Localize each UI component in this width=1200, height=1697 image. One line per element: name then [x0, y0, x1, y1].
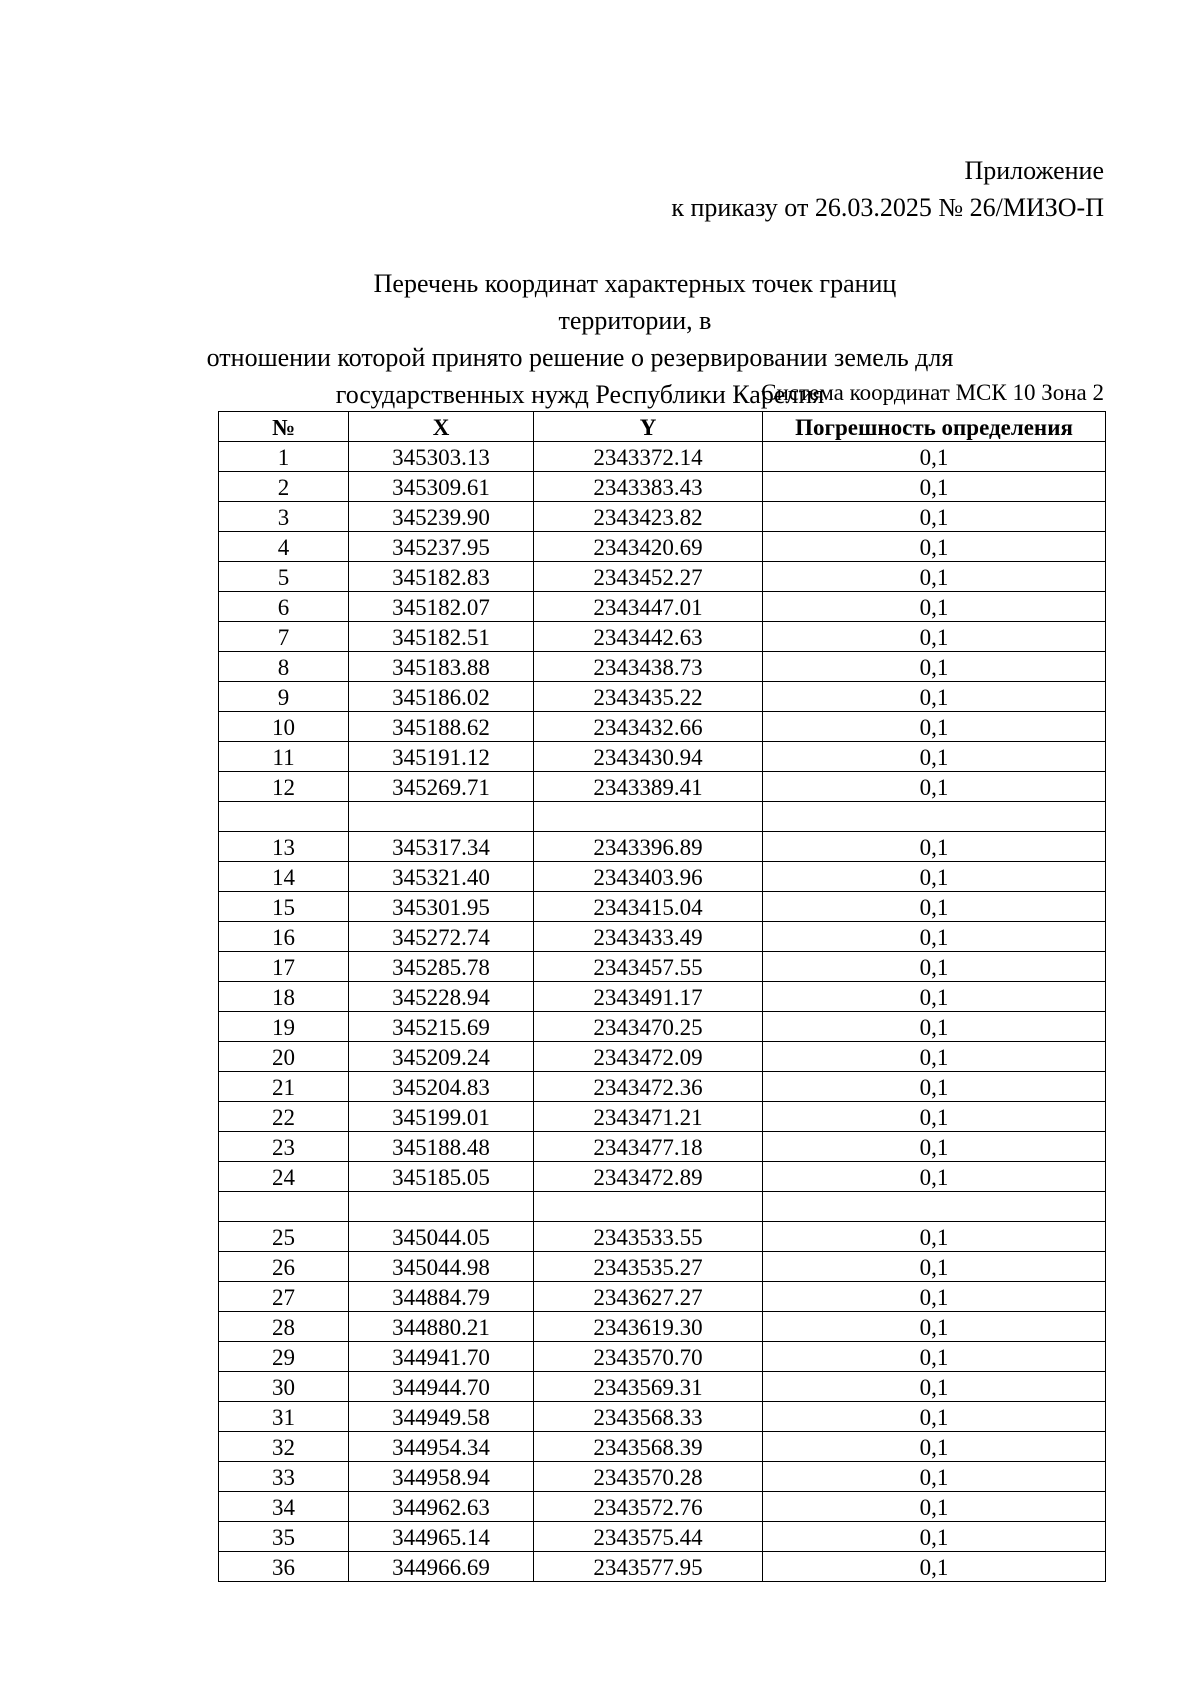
cell-error: 0,1: [763, 1552, 1106, 1582]
cell-error: 0,1: [763, 652, 1106, 682]
cell-y: 2343403.96: [534, 862, 763, 892]
cell-x: 345188.62: [349, 712, 534, 742]
cell-number: 29: [219, 1342, 349, 1372]
cell-x: 345044.98: [349, 1252, 534, 1282]
cell-y: 2343396.89: [534, 832, 763, 862]
cell-number: 7: [219, 622, 349, 652]
cell-number: 35: [219, 1522, 349, 1552]
cell-error: 0,1: [763, 712, 1106, 742]
cell-y: 2343383.43: [534, 472, 763, 502]
table-row: [219, 1192, 1106, 1222]
cell-y: 2343472.36: [534, 1072, 763, 1102]
table-row: [219, 1282, 1106, 1312]
column-header-number: №: [219, 412, 349, 442]
cell-y: 2343435.22: [534, 682, 763, 712]
table-row: [219, 1402, 1106, 1432]
cell-error: [763, 802, 1106, 832]
cell-number: 9: [219, 682, 349, 712]
cell-number: 33: [219, 1462, 349, 1492]
cell-error: 0,1: [763, 472, 1106, 502]
cell-x: 345182.83: [349, 562, 534, 592]
cell-error: 0,1: [763, 622, 1106, 652]
table-row: [219, 1342, 1106, 1372]
table-row: [219, 802, 1106, 832]
cell-x: 344880.21: [349, 1312, 534, 1342]
cell-y: 2343619.30: [534, 1312, 763, 1342]
cell-number: [219, 1192, 349, 1222]
table-row: [219, 562, 1106, 592]
cell-y: [534, 1192, 763, 1222]
cell-number: 30: [219, 1372, 349, 1402]
cell-x: 345185.05: [349, 1162, 534, 1192]
cell-number: 34: [219, 1492, 349, 1522]
cell-number: 2: [219, 472, 349, 502]
cell-y: 2343470.25: [534, 1012, 763, 1042]
cell-number: 26: [219, 1252, 349, 1282]
cell-x: 345237.95: [349, 532, 534, 562]
cell-error: 0,1: [763, 1042, 1106, 1072]
table-row: [219, 1132, 1106, 1162]
cell-error: 0,1: [763, 562, 1106, 592]
cell-number: 22: [219, 1102, 349, 1132]
cell-x: 345191.12: [349, 742, 534, 772]
cell-y: 2343472.89: [534, 1162, 763, 1192]
cell-error: 0,1: [763, 742, 1106, 772]
cell-number: 14: [219, 862, 349, 892]
table-row: [219, 1252, 1106, 1282]
cell-number: 20: [219, 1042, 349, 1072]
table-row: [219, 862, 1106, 892]
cell-y: 2343442.63: [534, 622, 763, 652]
cell-number: 18: [219, 982, 349, 1012]
table-row: [219, 1432, 1106, 1462]
table-row: [219, 1012, 1106, 1042]
cell-number: 10: [219, 712, 349, 742]
table-row: [219, 1102, 1106, 1132]
cell-error: 0,1: [763, 1522, 1106, 1552]
table-row: [219, 1042, 1106, 1072]
cell-x: 345204.83: [349, 1072, 534, 1102]
cell-number: 32: [219, 1432, 349, 1462]
cell-error: 0,1: [763, 1372, 1106, 1402]
table-row: [219, 1552, 1106, 1582]
table-header-row: [219, 412, 1106, 442]
cell-number: 21: [219, 1072, 349, 1102]
coordinates-table: [218, 411, 1106, 1582]
cell-y: 2343627.27: [534, 1282, 763, 1312]
cell-x: 344962.63: [349, 1492, 534, 1522]
cell-number: 16: [219, 922, 349, 952]
cell-error: 0,1: [763, 982, 1106, 1012]
cell-y: 2343568.33: [534, 1402, 763, 1432]
cell-y: 2343433.49: [534, 922, 763, 952]
cell-x: 345183.88: [349, 652, 534, 682]
cell-x: 345044.05: [349, 1222, 534, 1252]
cell-x: 344958.94: [349, 1462, 534, 1492]
cell-error: 0,1: [763, 892, 1106, 922]
cell-x: 344954.34: [349, 1432, 534, 1462]
cell-number: 12: [219, 772, 349, 802]
cell-x: 345317.34: [349, 832, 534, 862]
order-reference: к приказу от 26.03.2025 № 26/МИЗО-П: [671, 193, 1104, 222]
cell-x: 345215.69: [349, 1012, 534, 1042]
cell-x: 344966.69: [349, 1552, 534, 1582]
table-row: [219, 772, 1106, 802]
appendix-header: [671, 152, 1104, 226]
table-row: [219, 982, 1106, 1012]
cell-y: 2343472.09: [534, 1042, 763, 1072]
cell-error: [763, 1192, 1106, 1222]
cell-error: 0,1: [763, 682, 1106, 712]
cell-number: 15: [219, 892, 349, 922]
cell-error: 0,1: [763, 1402, 1106, 1432]
column-header-y: Y: [534, 412, 763, 442]
cell-x: 345182.51: [349, 622, 534, 652]
table-row: [219, 1492, 1106, 1522]
cell-number: 4: [219, 532, 349, 562]
cell-error: 0,1: [763, 1252, 1106, 1282]
cell-y: 2343447.01: [534, 592, 763, 622]
cell-number: 3: [219, 502, 349, 532]
cell-x: 345199.01: [349, 1102, 534, 1132]
cell-number: 8: [219, 652, 349, 682]
table-row: [219, 742, 1106, 772]
cell-number: 6: [219, 592, 349, 622]
title-line-3: государственных нужд Республики Карелия: [335, 380, 825, 409]
cell-number: 1: [219, 442, 349, 472]
cell-error: 0,1: [763, 922, 1106, 952]
cell-number: 31: [219, 1402, 349, 1432]
cell-x: 345228.94: [349, 982, 534, 1012]
cell-number: 13: [219, 832, 349, 862]
cell-y: 2343570.28: [534, 1462, 763, 1492]
cell-number: 5: [219, 562, 349, 592]
cell-error: 0,1: [763, 1222, 1106, 1252]
cell-error: 0,1: [763, 592, 1106, 622]
cell-x: 345321.40: [349, 862, 534, 892]
table-row: [219, 1372, 1106, 1402]
table-row: [219, 592, 1106, 622]
cell-number: 27: [219, 1282, 349, 1312]
cell-x: 345303.13: [349, 442, 534, 472]
cell-number: 23: [219, 1132, 349, 1162]
cell-y: 2343568.39: [534, 1432, 763, 1462]
title-line-2: отношении которой принято решение о резервировании земель для: [206, 343, 954, 372]
cell-x: 345309.61: [349, 472, 534, 502]
cell-y: 2343432.66: [534, 712, 763, 742]
cell-number: [219, 802, 349, 832]
cell-error: 0,1: [763, 1132, 1106, 1162]
cell-y: 2343415.04: [534, 892, 763, 922]
cell-x: 344884.79: [349, 1282, 534, 1312]
cell-y: 2343420.69: [534, 532, 763, 562]
cell-error: 0,1: [763, 532, 1106, 562]
cell-number: 11: [219, 742, 349, 772]
cell-error: 0,1: [763, 1312, 1106, 1342]
cell-y: 2343423.82: [534, 502, 763, 532]
table-row: [219, 1522, 1106, 1552]
table-row: [219, 1162, 1106, 1192]
cell-number: 17: [219, 952, 349, 982]
cell-error: 0,1: [763, 1492, 1106, 1522]
cell-error: 0,1: [763, 1282, 1106, 1312]
cell-x: 345272.74: [349, 922, 534, 952]
cell-y: 2343533.55: [534, 1222, 763, 1252]
cell-error: 0,1: [763, 832, 1106, 862]
cell-number: 24: [219, 1162, 349, 1192]
table-row: [219, 712, 1106, 742]
table-body: [219, 442, 1106, 1582]
cell-y: 2343389.41: [534, 772, 763, 802]
cell-x: 345269.71: [349, 772, 534, 802]
cell-error: 0,1: [763, 1342, 1106, 1372]
cell-error: 0,1: [763, 442, 1106, 472]
cell-y: 2343572.76: [534, 1492, 763, 1522]
cell-x: 345182.07: [349, 592, 534, 622]
table-row: [219, 922, 1106, 952]
cell-y: 2343477.18: [534, 1132, 763, 1162]
table-row: [219, 442, 1106, 472]
cell-y: 2343430.94: [534, 742, 763, 772]
column-header-x: X: [349, 412, 534, 442]
table-row: [219, 1072, 1106, 1102]
table-row: [219, 622, 1106, 652]
cell-x: [349, 802, 534, 832]
cell-y: 2343452.27: [534, 562, 763, 592]
title-line-1: Перечень координат характерных точек границ территории, в: [373, 269, 897, 335]
table-row: [219, 502, 1106, 532]
cell-error: 0,1: [763, 1102, 1106, 1132]
table-row: [219, 682, 1106, 712]
cell-y: 2343575.44: [534, 1522, 763, 1552]
table-row: [219, 952, 1106, 982]
table-row: [219, 652, 1106, 682]
cell-y: 2343570.70: [534, 1342, 763, 1372]
cell-y: 2343438.73: [534, 652, 763, 682]
table-row: [219, 892, 1106, 922]
cell-number: 28: [219, 1312, 349, 1342]
table-row: [219, 532, 1106, 562]
cell-number: 36: [219, 1552, 349, 1582]
cell-x: [349, 1192, 534, 1222]
cell-error: 0,1: [763, 1072, 1106, 1102]
cell-y: 2343372.14: [534, 442, 763, 472]
table-row: [219, 472, 1106, 502]
cell-x: 345186.02: [349, 682, 534, 712]
cell-error: 0,1: [763, 1012, 1106, 1042]
cell-y: 2343577.95: [534, 1552, 763, 1582]
cell-error: 0,1: [763, 862, 1106, 892]
coordinate-system-label: Система координат МСК 10 Зона 2: [761, 380, 1104, 405]
cell-x: 345285.78: [349, 952, 534, 982]
cell-error: 0,1: [763, 952, 1106, 982]
cell-x: 345209.24: [349, 1042, 534, 1072]
table-row: [219, 832, 1106, 862]
cell-y: 2343457.55: [534, 952, 763, 982]
cell-number: 19: [219, 1012, 349, 1042]
cell-x: 345301.95: [349, 892, 534, 922]
cell-error: 0,1: [763, 1162, 1106, 1192]
cell-error: 0,1: [763, 1432, 1106, 1462]
cell-y: 2343535.27: [534, 1252, 763, 1282]
table-row: [219, 1462, 1106, 1492]
cell-y: 2343491.17: [534, 982, 763, 1012]
column-header-error: Погрешность определения: [763, 412, 1106, 442]
cell-y: 2343471.21: [534, 1102, 763, 1132]
cell-x: 344965.14: [349, 1522, 534, 1552]
cell-y: 2343569.31: [534, 1372, 763, 1402]
cell-x: 345239.90: [349, 502, 534, 532]
cell-error: 0,1: [763, 1462, 1106, 1492]
table-row: [219, 1222, 1106, 1252]
cell-x: 344941.70: [349, 1342, 534, 1372]
table-row: [219, 1312, 1106, 1342]
cell-error: 0,1: [763, 772, 1106, 802]
appendix-label: Приложение: [964, 156, 1104, 185]
cell-x: 345188.48: [349, 1132, 534, 1162]
cell-x: 344944.70: [349, 1372, 534, 1402]
cell-y: [534, 802, 763, 832]
cell-x: 344949.58: [349, 1402, 534, 1432]
cell-number: 25: [219, 1222, 349, 1252]
cell-error: 0,1: [763, 502, 1106, 532]
